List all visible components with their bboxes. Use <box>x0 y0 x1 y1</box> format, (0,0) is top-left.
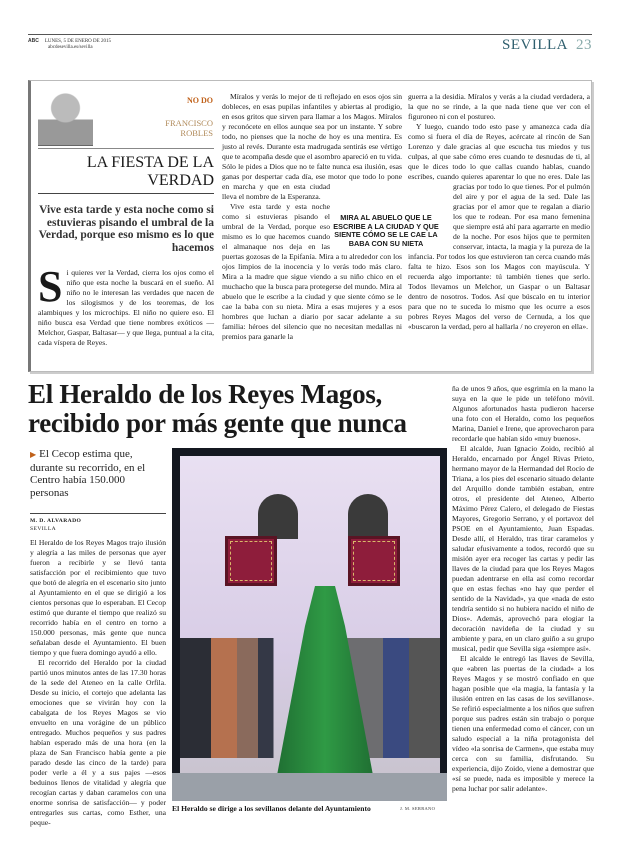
divider <box>30 513 166 514</box>
photo-caption: El Heraldo se dirige a los sevillanos delante del Ayuntamiento <box>172 804 371 813</box>
brand: ABC <box>28 38 39 44</box>
opinion-body-col1: S i quieres ver la Verdad, cierra los ojos como el niño que esta noche la buscará en el sueño. Al niño no le interesan las verdades que nacen de los silogismos y de los teoremas, de los alambiques y los microchips. El niño no quiere eso. El niño busca esa Verdad que tiene nombres exóticos —Melchor, Gaspar, Baltasar— y que llega, puntual a la cita, cada víspera de Reyes. <box>38 262 214 347</box>
url[interactable]: abcdesevilla.es/sevilla <box>48 45 93 50</box>
column-name: NO DO <box>187 96 213 105</box>
divider <box>38 193 214 194</box>
author-name: FRANCISCO ROBLES <box>165 118 213 138</box>
page-number: 23 <box>576 37 592 53</box>
triangle-bullet-icon: ▶ <box>30 450 37 459</box>
photo-credit: J. M. SERRANO <box>400 806 436 811</box>
opinion-deck: Vive esta tarde y esta noche como si estuvieras pisando el umbral de la Verdad, porque eso mismo es lo que hacemos <box>38 204 214 254</box>
article-photo <box>172 448 447 801</box>
byline: M. D. ALVARADO SEVILLA <box>30 518 82 532</box>
article-body-right: ña de unos 9 años, que esgrimía en la mano la suya en la que le pide un teléfono móvil. Algunos afortunados hasta pudieron hacerse una foto con el Heraldo, como los pequeños Marina, Daniel e Irene, que aprovecharon para recordarle que habían sido «muy buenos». El alcalde, Juan Ignacio Zoido, recibió al Heraldo, encarnado por Ángel Rivas Prieto, hermano mayor de la Hermandad del Rocío de Triana, a los pies del escenario situado delante del Arquillo donde también estaban, entre otros, el presidente del Ateneo, Alberto Máximo Pérez Calero, el delegado de Fiestas Mayores, Gregorio Serrano, y el portavoz del PSOE en el Ayuntamiento, Juan Espadas. Desde allí, el Heraldo, tras tirar caramelos y saludar efusivamente a todos, recordó que su misión ayer era recoger las cartas y pedir las llaves de la ciudad para que los Reyes Magos puedan adentrarse en ella así como recordar que en estas fechas «no hay que perder el sentido de la Navidad», ya que «nada de esto tendría sentido si no hubiera nacido el niño de Dios». Además, aprovechó para elogiar la decoración navideña de la ciudad y su ambiente y para, en un claro guiño a su grupo musical, pedir que Sevilla siga «siempre así». El alcalde le entregó las llaves de Sevilla, que «abren las puertas de la ciudad» a los Reyes Magos y se mostró confiado en que hagan posible que «la magia, la fantasía y la ilusión entren en las casas de los sevillanos». Se refirió especialmente a los niños que sufren porque sus padres están sin trabajo o porque tienen una enfermedad como el cáncer, con un saludo especial a la niña protagonista del vídeo «la sonrisa de Carmen», que estaba muy cerca con su familia, disfrutando. Su experiencia, dijo Zoido, viene a demostrar que «sí se puede, nada es imposible y merece la pena luchar por salir adelante». <box>452 384 594 793</box>
divider <box>38 148 214 149</box>
article-body-left: El Heraldo de los Reyes Magos trajo ilusión y alegría a las miles de personas que ayer fueron a recibirle y se llevó tanta satisfacción por el recibimiento que tuvo que botó de alegría en el escenario sito junto al Ayuntamiento en el que se dirigió a los cientos personas que lo esperaban. El Cecop estimó que durante el tiempo que realizó su recorrido había en el centro en torno a 150.000 personas, más gente que nunca señalaban desde el Ayuntamiento. El buen tiempo y que fuera domingo ayudó a ello. El recorrido del Heraldo por la ciudad partió unos minutos antes de las 17.30 horas de la sede del Ateneo en la calle Orfila. Desde su inicio, el cortejo que adelanta las emociones que se vivirán hoy con la cabalgata de los Reyes Magos se vio envuelto en una vorágine de un público entregado. Muchos pequeños y sus padres habían esperado más de una hora (en la plaza de San Francisco había gente a pie parado desde las cinco de la tarde) para poder verle a él y a sus pajes —esos beduinos llenos de vitalidad y alegría que recogían cartas y daban caramelos con una enorme sonrisa de satisfacción— y poder entregarles sus cartas, como Esther, una peque- <box>30 538 166 827</box>
pull-quote: MIRA AL ABUELO QUE LE ESCRIBE A LA CIUDAD Y QUE SIENTE CÓMO SE LE CAE LA BABA CON SU NIETA <box>333 213 439 248</box>
article-deck: ▶ El Cecop estima que, durante su recorrido, en el Centro había 150.000 personas <box>30 448 146 499</box>
header-dateline <box>28 38 111 51</box>
author-photo <box>38 88 93 146</box>
date: LUNES, 5 DE ENERO DE 2015 <box>44 39 111 44</box>
opinion-body-col3: guerra a la desidia. Míralos y verás a la ciudad verdadera, a la que no se rinde, a la que nada tiene que ver con el figuroneo ni con el postureo. Y luego, cuando todo esto pase y amanezca cada día como si fuera el día de Reyes, acércate al rincón de San Lorenzo y dale gracias al que escucha tus miedos y tus culpas, al que sabe cómo eres cuando te desnudas de ti, al que le dices todo lo que callas cuando hablas, cuando escribes, cuando quieres aparentar lo que no eres. Dale las gracias por todo lo que tienes. Por el pulmón del aire y por el agua de la sed. Dale las gracias por el amor que te regalan a diario los que te rodean. Por esa mano femenina que siempre está ahí para agarrarte en medio de la noche. Por esos hijos que te permiten conservar, intacta, la magia y la pureza de la infancia. Por todos los que estuvieron tan cerca cuando más falta te hizo. Esos son los Magos con mayúscula. Y recuerda algo importante: tú también tienes que serlo. Todos llevamos un Melchor, un Gaspar o un Baltasar dentro de nosotros. Todos. Así que búscalo en tu interior para que no te suceda lo mismo que les ocurre a esos pobres Reyes Magos del verso de Cernuda, a los que «buscaron la verdad, pero al hallarla / no creyeron en ella». <box>408 92 590 331</box>
opinion-title: LA FIESTA DE LA VERDAD <box>86 154 214 189</box>
article-headline: El Heraldo de los Reyes Magos, recibido por más gente que nunca <box>28 379 407 438</box>
section-header <box>502 37 592 54</box>
section-name: SEVILLA <box>502 37 568 53</box>
header-rule <box>28 34 592 35</box>
drop-cap: S <box>38 262 63 311</box>
opinion-body-col2: Míralos y verás lo mejor de ti reflejado en esos ojos sin dobleces, en esas pupilas infantiles y abiertas al prodigio, en esos gritos que sirven para llamar a los Magos. Míralos y reconócete en ellos aunque sea por un instante. Y sobre todo, no pienses que la noche de hoy es una mentira. Es justo al revés. Durante esta madrugada sentirás ese vértigo que te acompaña desde que el asombro apareció en tu vida. Sólo le pides a Dios que no te falte nunca esa ilusión, esas ganas por despertar cada día, ese motor que todo lo pone en marcha y que en esta ciudad lleva el nombre de la Esperanza. Vive esta tarde y esta noche como si estuvieras pisando el umbral de la Verdad, porque eso mismo es lo que hacemos cuando el almanaque nos deja en las puertas gozosas de la Epifanía. Mira a tu alrededor con los ojos limpios de la inocencia y lo verás todo más claro. Mira a la madre que sigue viendo a su niño chico en el muchacho que la busca para protegerse del mundo. Mira al abuelo que le escribe a la ciudad y que siente cómo se le cae la baba con su nieta. Mira a esas mujeres y a esos hombres que luchan a diario por sacar adelante a su familia: héroes del silencio que no necesitan medallas ni premios para ganarle la <box>222 92 402 341</box>
